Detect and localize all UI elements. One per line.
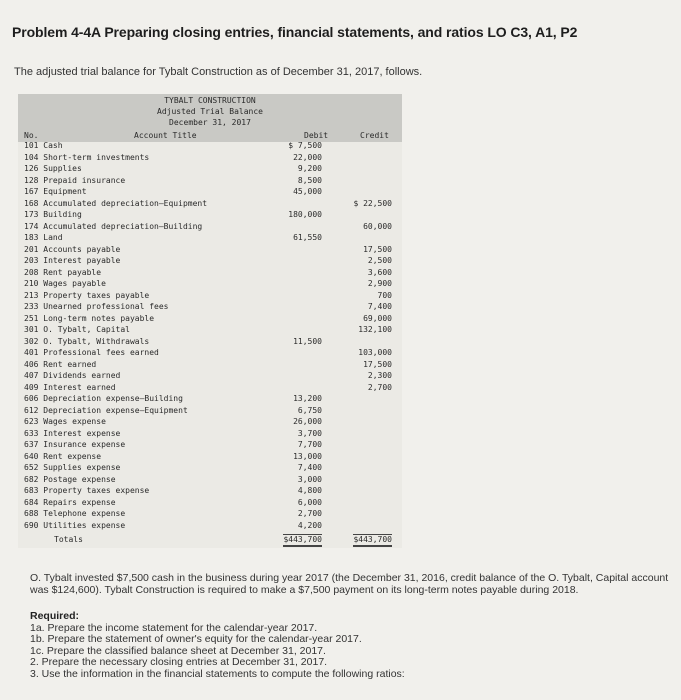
table-row xyxy=(18,439,402,451)
total-credit: $443,700 xyxy=(353,534,392,547)
account-cell: 302 O. Tybalt, Withdrawals xyxy=(24,336,150,346)
account-cell: 173 Building xyxy=(24,210,82,219)
table-row xyxy=(18,405,402,417)
table-row xyxy=(18,508,402,520)
account-cell: 633 Interest expense xyxy=(24,428,121,438)
account-cell: 203 Interest payable xyxy=(24,256,121,265)
credit-cell: 60,000 xyxy=(363,221,392,231)
debit-cell: 180,000 xyxy=(288,210,322,219)
account-cell: 167 Equipment xyxy=(24,187,87,196)
credit-cell: 2,700 xyxy=(367,382,392,392)
table-row xyxy=(18,301,402,313)
account-cell: 652 Supplies expense xyxy=(24,463,121,472)
credit-cell: 17,500 xyxy=(363,244,392,254)
credit-cell: 69,000 xyxy=(363,313,392,323)
debit-cell: 3,000 xyxy=(297,474,322,484)
col-title-label: Account Title xyxy=(134,131,197,140)
table-row xyxy=(18,255,402,267)
table-row xyxy=(18,163,402,175)
table-row xyxy=(18,244,402,256)
problem-title: Problem 4-4A Preparing closing entries, financial statements, and ratios LO C3, A1, P2 xyxy=(12,24,578,40)
account-cell: 640 Rent expense xyxy=(24,451,102,461)
account-cell: 406 Rent earned xyxy=(24,359,97,369)
table-row xyxy=(18,324,402,336)
table-row xyxy=(18,451,402,463)
debit-cell: 45,000 xyxy=(293,187,322,196)
table-row xyxy=(18,267,402,279)
account-cell: 683 Property taxes expense xyxy=(24,486,150,495)
account-cell: 623 Wages expense xyxy=(24,417,106,426)
totals-label: Totals xyxy=(54,535,83,544)
credit-cell: 103,000 xyxy=(358,348,392,357)
credit-cell: 700 xyxy=(377,290,392,300)
debit-cell: 7,400 xyxy=(297,463,322,472)
required-item: 1b. Prepare the statement of owner's equity for the calendar-year 2017. xyxy=(30,633,362,646)
table-row xyxy=(18,209,402,221)
table-row xyxy=(18,520,402,532)
debit-cell: 4,800 xyxy=(297,486,322,495)
account-cell: 301 O. Tybalt, Capital xyxy=(24,325,130,334)
table-row xyxy=(18,152,402,164)
account-cell: 213 Property taxes payable xyxy=(24,290,150,300)
col-debit-label: Debit xyxy=(304,131,329,140)
table-row xyxy=(18,186,402,198)
account-cell: 128 Prepaid insurance xyxy=(24,175,126,185)
debit-cell: 13,200 xyxy=(293,394,322,403)
account-cell: 183 Land xyxy=(24,233,63,242)
table-row xyxy=(18,290,402,302)
table-row xyxy=(18,313,402,325)
debit-cell: 6,750 xyxy=(297,405,322,415)
debit-cell: 2,700 xyxy=(297,509,322,518)
table-row xyxy=(18,278,402,290)
credit-cell: 17,500 xyxy=(363,359,392,369)
debit-cell: 11,500 xyxy=(293,336,322,346)
trial-balance-header xyxy=(18,94,402,142)
table-row xyxy=(18,474,402,486)
trial-balance-body xyxy=(18,140,402,546)
credit-cell: 2,300 xyxy=(367,371,392,380)
debit-cell: 6,000 xyxy=(297,497,322,507)
required-item: 1a. Prepare the income statement for the calendar-year 2017. xyxy=(30,621,318,634)
account-cell: 174 Accumulated depreciation—Building xyxy=(24,221,203,231)
table-row xyxy=(18,370,402,382)
table-row xyxy=(18,497,402,509)
account-cell: 409 Interest earned xyxy=(24,382,116,392)
table-row xyxy=(18,462,402,474)
note-text: O. Tybalt invested $7,500 cash in the business during year 2017 (the December 31, 2016, credit balance of the O. Tybalt, Capital account was $124,600). Tybalt Construction is required to make a $7,500 payment on its long-term notes payable during 2018. xyxy=(30,572,669,596)
account-cell: 126 Supplies xyxy=(24,164,82,173)
account-cell: 401 Professional fees earned xyxy=(24,348,159,357)
account-cell: 210 Wages payable xyxy=(24,279,106,288)
account-cell: 233 Unearned professional fees xyxy=(24,302,169,311)
credit-cell: 3,600 xyxy=(367,267,392,277)
debit-cell: 22,000 xyxy=(293,152,322,162)
company-name: TYBALT CONSTRUCTION xyxy=(164,96,256,105)
account-cell: 407 Dividends earned xyxy=(24,371,121,380)
table-row xyxy=(18,175,402,187)
debit-cell: 61,550 xyxy=(293,233,322,242)
account-cell: 104 Short-term investments xyxy=(24,152,150,162)
account-cell: 684 Repairs expense xyxy=(24,497,116,507)
table-row xyxy=(18,198,402,210)
report-name: Adjusted Trial Balance xyxy=(157,107,263,116)
credit-cell: 2,500 xyxy=(367,256,392,265)
debit-cell: 26,000 xyxy=(293,417,322,426)
account-cell: 251 Long-term notes payable xyxy=(24,313,155,323)
required-item: 1c. Prepare the classified balance sheet at December 31, 2017. xyxy=(30,644,326,657)
account-cell: 682 Postage expense xyxy=(24,474,116,484)
report-date: December 31, 2017 xyxy=(169,118,251,127)
required-item: 3. Use the information in the financial statements to compute the following ratios: xyxy=(30,667,405,680)
intro-text: The adjusted trial balance for Tybalt Construction as of December 31, 2017, follows. xyxy=(14,66,423,78)
table-row xyxy=(18,359,402,371)
debit-cell: 4,200 xyxy=(297,520,322,530)
debit-cell: 9,200 xyxy=(297,164,322,173)
table-row xyxy=(18,232,402,244)
credit-cell: 132,100 xyxy=(358,325,392,334)
account-cell: 637 Insurance expense xyxy=(24,440,126,449)
debit-cell: $ 7,500 xyxy=(288,141,322,150)
debit-cell: 3,700 xyxy=(297,428,322,438)
debit-cell: 8,500 xyxy=(297,175,322,185)
table-row xyxy=(18,140,402,152)
account-cell: 208 Rent payable xyxy=(24,267,102,277)
trial-balance-table xyxy=(18,94,402,548)
account-cell: 168 Accumulated depreciation—Equipment xyxy=(24,198,208,208)
table-row xyxy=(18,428,402,440)
account-cell: 612 Depreciation expense—Equipment xyxy=(24,405,188,415)
table-row xyxy=(18,485,402,497)
required-item: 2. Prepare the necessary closing entries at December 31, 2017. xyxy=(30,656,328,669)
credit-cell: 7,400 xyxy=(367,302,392,311)
debit-cell: 7,700 xyxy=(297,440,322,449)
total-debit: $443,700 xyxy=(283,534,322,547)
account-cell: 690 Utilities expense xyxy=(24,520,126,530)
required-section xyxy=(30,611,670,681)
table-row xyxy=(18,416,402,428)
credit-cell: 2,900 xyxy=(367,279,392,288)
account-cell: 688 Telephone expense xyxy=(24,509,126,518)
account-cell: 606 Depreciation expense—Building xyxy=(24,394,183,403)
table-row xyxy=(18,336,402,348)
required-title: Required: xyxy=(30,610,80,622)
col-no-label: No. xyxy=(24,131,39,140)
totals-row xyxy=(18,534,402,546)
debit-cell: 13,000 xyxy=(293,451,322,461)
table-row xyxy=(18,347,402,359)
account-cell: 101 Cash xyxy=(24,141,63,150)
table-row xyxy=(18,221,402,233)
table-row xyxy=(18,393,402,405)
table-row xyxy=(18,382,402,394)
account-cell: 201 Accounts payable xyxy=(24,244,121,254)
col-credit-label: Credit xyxy=(360,131,389,140)
credit-cell: $ 22,500 xyxy=(353,198,392,208)
